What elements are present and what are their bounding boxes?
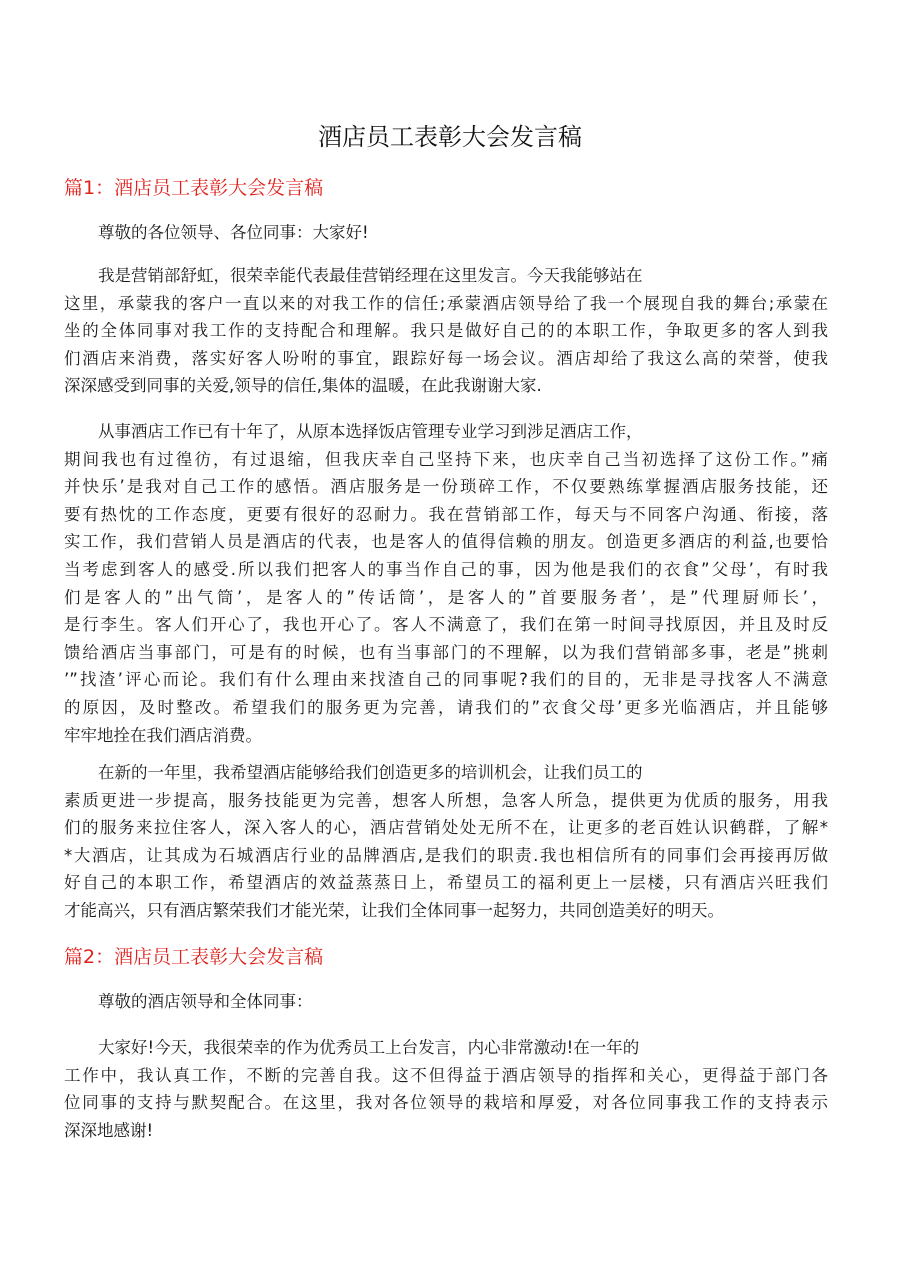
text-line: 工作中，我认真工作，不断的完善自我。这不但得益于酒店领导的指挥和关心，更得益于部门各 — [64, 1065, 828, 1085]
text-line: 从事酒店工作已有十年了，从原本选择饭店管理专业学习到涉足酒店工作， — [98, 422, 643, 441]
text-line: 牢牢地拴在我们酒店消费。 — [64, 725, 262, 745]
text-line: 馈给酒店当事部门，可是有的时候，也有当事部门的不理解，以为我们营销部多事，老是”挑刺 — [64, 642, 828, 662]
text-line: ’”找渣’评心而论。我们有什么理由来找渣自己的同事呢?我们的目的，无非是寻找客人不满意 — [64, 670, 828, 690]
text-line: 并快乐’是我对自己工作的感悟。酒店服务是一份琐碎工作，不仅要熟练掌握酒店服务技能，还 — [64, 477, 828, 497]
text-line: 是行李生。客人们开心了，我也开心了。客人不满意了，我们在第一时间寻找原因，并且及时反 — [64, 615, 828, 635]
paragraph — [64, 1034, 828, 1144]
paragraph — [64, 988, 828, 1016]
text-line: *大酒店，让其成为石城酒店行业的品牌酒店,是我们的职责.我也相信所有的同事们会再接再厉做 — [64, 845, 828, 865]
text-line: 深深感受到同事的关爱,领导的信任,集体的温暖，在此我谢谢大家. — [64, 376, 542, 396]
text-line: 才能高兴，只有酒店繁荣我们才能光荣，让我们全体同事一起努力，共同创造美好的明天。 — [64, 900, 724, 920]
section-2-heading: 篇2：酒店员工表彰大会发言稿 — [64, 946, 324, 968]
text-line: 尊敬的酒店领导和全体同事： — [98, 992, 313, 1011]
text-line: 实工作，我们营销人员是酒店的代表，也是客人的值得信赖的朋友。创造更多酒店的利益,也要恰 — [64, 532, 828, 552]
text-line: 们酒店来消费，落实好客人吩咐的事宜，跟踪好每一场会议。酒店却给了我这么高的荣誉，使我 — [64, 348, 828, 368]
text-line: 深深地感谢! — [64, 1120, 154, 1140]
text-line: 这里，承蒙我的客户一直以来的对我工作的信任;承蒙酒店领导给了我一个展现自我的舞台;承蒙在 — [64, 293, 828, 313]
text-line: 好自己的本职工作，希望酒店的效益蒸蒸日上，希望员工的福利更上一层楼，只有酒店兴旺我们 — [64, 873, 828, 893]
document-title: 酒店员工表彰大会发言稿 — [318, 123, 582, 151]
paragraph — [64, 759, 828, 925]
text-line: 期间我也有过徨彷，有过退缩，但我庆幸自己坚持下来，也庆幸自己当初选择了这份工作。”痛 — [64, 449, 828, 469]
text-line: 当考虑到客人的感受.所以我们把客人的事当作自己的事，因为他是我们的衣食”父母’，有时我 — [64, 559, 828, 579]
text-line: 要有热忱的工作态度，更要有很好的忍耐力。我在营销部工作，每天与不同客户沟通、衔接，落 — [64, 504, 828, 524]
text-line: 们的服务来拉住客人，深入客人的心，酒店营销处处无所不在，让更多的老百姓认识鹤群，了解* — [64, 818, 828, 838]
paragraph — [64, 418, 828, 749]
text-line: 素质更进一步提高，服务技能更为完善，想客人所想，急客人所急，提供更为优质的服务，用我 — [64, 790, 828, 810]
paragraph — [64, 219, 828, 247]
text-line: 我是营销部舒虹，很荣幸能代表最佳营销经理在这里发言。今天我能够站在 — [98, 266, 643, 285]
text-line: 们是客人的”出气筒’，是客人的”传话筒’，是客人的”首要服务者’，是”代理厨师长’， — [64, 587, 828, 607]
text-line: 尊敬的各位领导、各位同事：大家好! — [98, 223, 369, 242]
paragraph — [64, 262, 828, 400]
text-line: 位同事的支持与默契配合。在这里，我对各位领导的栽培和厚爱，对各位同事我工作的支持表示 — [64, 1093, 828, 1113]
text-line: 坐的全体同事对我工作的支持配合和理解。我只是做好自己的的本职工作，争取更多的客人到我 — [64, 321, 828, 341]
section-1-heading: 篇1：酒店员工表彰大会发言稿 — [64, 177, 324, 199]
text-line: 的原因，及时整改。希望我们的服务更为完善，请我们的”衣食父母’更多光临酒店，并且能够 — [64, 697, 828, 717]
text-line: 大家好!今天，我很荣幸的作为优秀员工上台发言，内心非常激动!在一年的 — [98, 1038, 640, 1057]
text-line: 在新的一年里，我希望酒店能够给我们创造更多的培训机会，让我们员工的 — [98, 763, 643, 782]
